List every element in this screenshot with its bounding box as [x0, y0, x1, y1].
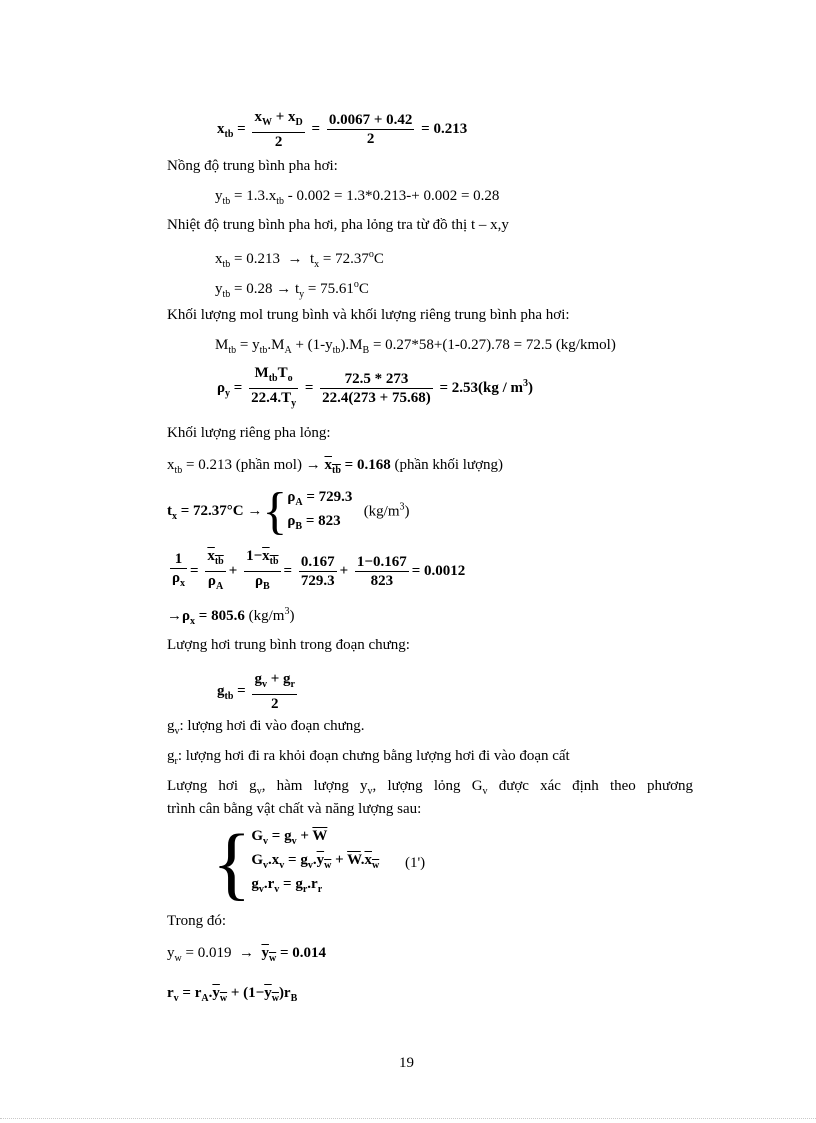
page-bottom-divider: [0, 1118, 816, 1119]
paragraph-line-2: trình cân bằng vật chất và năng lượng sau:: [167, 801, 422, 817]
equation-tx: $x_{tb} = 0.213 \to t_x = 72.37^oC$: [215, 249, 384, 270]
system-tag: (1'): [404, 855, 426, 871]
heading-average-vapor: Lượng hơi trung bình trong đoạn chưng:: [167, 637, 410, 653]
equation-rv: $r_v = r_A.y_w + (1-y_w)r_B$: [167, 985, 298, 1004]
heading-liquid-density: Khối lượng riêng pha lỏng:: [167, 425, 331, 441]
equation-inverse-rho-x: $\frac{1}{\rho_x}$ = $\frac{x_{tb}}{\rho_A}$ + $\frac{1-x_{tb}}{\rho_B}$ = $\frac{0.167}{729.3}$ + $\frac{1-0.167}{823}$ = 0.0012: [172, 548, 466, 592]
equation-rho-x: $\to\rho_x = 805.6$ $(kg/m^3)$: [167, 606, 295, 627]
definition-gr: $g_r$: lượng hơi đi ra khỏi đoạn chưng bằng lượng hơi đi vào đoạn cất: [167, 748, 570, 767]
page-number: 19: [399, 1055, 414, 1071]
equation-ty: $y_{tb} = 0.28 \to t_y = 75.61^oC$: [215, 279, 369, 300]
heading-temperature: Nhiệt độ trung bình pha hơi, pha lỏng tra từ đồ thị t – x,y: [167, 217, 509, 233]
definition-gv: $g_v$: lượng hơi đi vào đoạn chưng.: [167, 718, 365, 737]
heading-molar-mass: Khối lượng mol trung bình và khối lượng riêng trung bình pha hơi:: [167, 307, 570, 323]
equation-mass-fraction: $x_{tb} = 0.213$ (phần $mol) \to x_{tb} = 0.168$ (phần khối lượng): [167, 457, 503, 476]
equation-ytb: $y_{tb} = 1.3.x_{tb} - 0.002 = 1.3*0.213-+ 0.002 = 0.28$: [215, 188, 500, 207]
equation-system: { $G_v = g_v + \overline{W}$ $G_v.x_v = g_v.y_w + \overline{W}.x_w$ $g_v.r_v = g_r.r_r$ (1'): [212, 817, 426, 908]
equation-rho-y: $\rho_y$ = $\frac{M_{tb}T_o}{22.4.T_y}$ = $\frac{72.5 * 273}{22.4(273 + 75.68)}$ = $2.53(kg / m^3)$: [217, 365, 534, 409]
paragraph-line-1: Lượng hơi $g_v$, hàm lượng $y_v$, lượng lỏng $G_v$ được xác định theo phương: [167, 778, 694, 797]
equation-rho-a-b: $t_x = 72.37^\circ C$ →{ $\rho_A = 729.3$ $\rho_B = 823$ $(kg/m^3)$: [167, 483, 410, 540]
heading-where: Trong đó:: [167, 913, 227, 929]
equation-mtb: $M_{tb} = y_{tb}.M_A + (1-y_{tb}).M_B = 0.27*58+(1-0.27).78 = 72.5$ (kg/kmol): [215, 337, 616, 356]
equation-xtb: $x_{tb}$ = $\frac{x_W + x_D}{2}$ = $\frac{0.0067 + 0.42}{2}$ = 0.213: [217, 109, 468, 150]
equation-yw: $y_w = 0.019 \to y_w = 0.014$: [167, 945, 326, 964]
equation-gtb: $g_{tb}$ = $\frac{g_v + g_r}{2}$: [217, 671, 295, 712]
heading-vapor-concentration: Nồng độ trung bình pha hơi:: [167, 158, 338, 174]
